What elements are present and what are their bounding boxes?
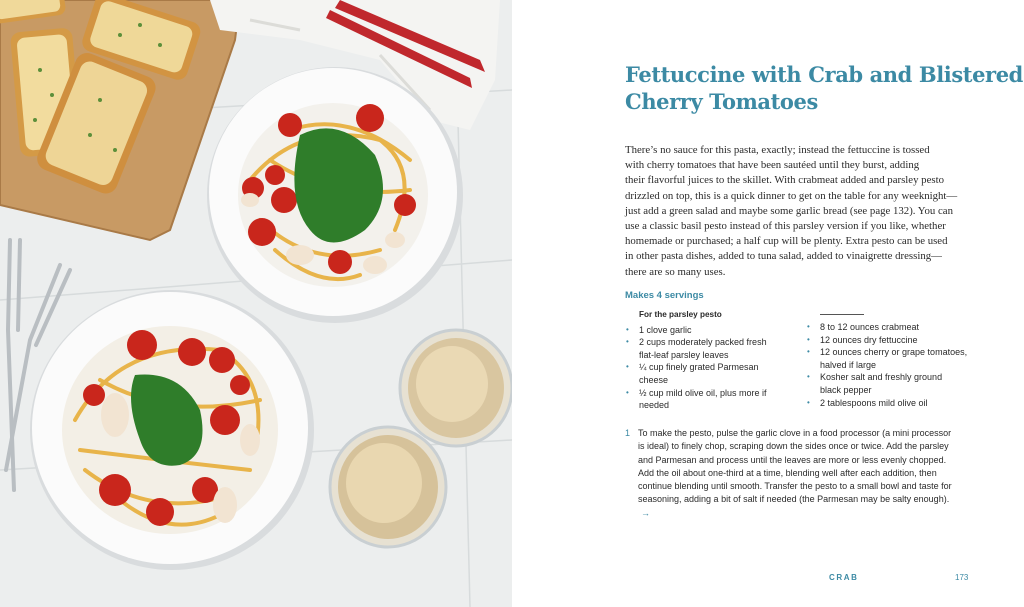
step-line: Add the oil about one-third at a time, blending well after each addition, then [638,467,937,478]
intro-line: drizzled on top, this is a quick dinner to get on the table for any weeknight— [625,189,958,202]
ingredient-text: black pepper [820,384,872,395]
bullet-icon: • [807,372,810,382]
step-line-last [638,493,995,520]
intro-line: There’s no sauce for this pasta, exactly; instead the fettuccine is tossed [625,144,930,156]
intro-line: there are so many uses. [625,265,726,278]
intro-line: homemade or purchased; a half cup will be plenty. Extra pesto can be used [625,235,948,248]
page-number: 173 [955,573,969,582]
ingredient-text: flat-leaf parsley leaves [639,349,729,360]
ingredient-text: 2 tablespoons mild olive oil [820,397,928,408]
step-line: seasoning, adding a bit of salt if needed (the Parmesan may be salty enough). [638,494,950,505]
bullet-icon: • [807,334,810,344]
pesto-subheading: For the parsley pesto [639,310,722,319]
intro-line: use a classic basil pesto instead of this parsley version if you like, whether [625,220,946,233]
recipe-title-line: Cherry Tomatoes [625,89,818,114]
step-line: is ideal) to finely chop, scraping down the sides once or twice. Add the parsley [638,441,949,452]
pasta-plate-bottom [30,290,314,570]
footer-section-label: CRAB [829,573,859,582]
intro-line: their flavorful juices to the skillet. With crabmeat added and parsley pesto [625,174,944,187]
ingredient-text: needed [639,400,670,411]
intro-line: with cherry tomatoes that have been sautéed until they burst, adding [625,159,920,172]
ingredient-text: cheese [639,374,669,385]
recipe-page [512,0,1024,607]
bullet-icon: • [807,397,810,407]
step-number: 1 [625,428,631,438]
ingredient-text: Kosher salt and freshly ground [820,372,943,383]
bullet-icon: • [626,387,629,397]
main-ingredient-list [806,321,986,409]
intro-line: just add a green salad and maybe some garlic bread (see page 132). You can [625,204,953,217]
continue-arrow-icon: → [641,507,650,518]
wine-glass-top [400,330,512,446]
recipe-title-line: Fettuccine with Crab and Blistered [625,62,1023,87]
pesto-ingredient-list [625,324,795,412]
pesto-ingredients [625,309,795,412]
wine-glass-bottom [330,427,446,547]
ingredient-text: 2 cups moderately packed fresh [639,337,767,348]
step-text [638,427,995,520]
ingredient-text: halved if large [820,359,877,370]
bullet-icon: • [626,362,629,372]
recipe-title [625,61,1023,115]
main-ingredients [806,309,986,409]
ingredient-item [625,361,795,386]
ingredient-item [625,387,795,412]
ingredient-item [806,371,986,396]
ingredient-item [625,324,795,337]
recipe-intro [625,143,985,280]
ingredient-text: 12 ounces dry fettuccine [820,334,918,345]
ingredient-item [806,397,986,410]
step-line: To make the pesto, pulse the garlic clove in a food processor (a mini processor [638,428,952,438]
ingredient-item [806,334,986,347]
bullet-icon: • [626,324,629,334]
ingredient-text: ½ cup mild olive oil, plus more if [639,387,767,398]
step-line: and Parmesan and process until the leaves are more or less evenly chopped. [638,454,947,465]
pasta-plate-top [207,67,463,323]
intro-line: in other pasta dishes, added to tuna salad, added to vinaigrette dressing— [625,250,942,263]
servings-label: Makes 4 servings [625,290,704,301]
ingredient-item [806,321,986,334]
ingredient-text: 12 ounces cherry or grape tomatoes, [820,347,968,358]
ingredient-text: 8 to 12 ounces crabmeat [820,322,920,332]
step-line: continue blending until smooth. Transfer the pesto to a small bowl and taste for [638,481,952,492]
ingredient-item [625,336,795,361]
ingredient-divider [820,314,864,315]
ingredient-text: 1 clove garlic [639,324,692,335]
method-step [625,427,995,520]
bullet-icon: • [807,347,810,357]
ingredient-text: ¼ cup finely grated Parmesan [639,362,759,373]
bullet-icon: • [626,337,629,347]
ingredient-item [806,346,986,371]
bullet-icon: • [807,322,810,331]
